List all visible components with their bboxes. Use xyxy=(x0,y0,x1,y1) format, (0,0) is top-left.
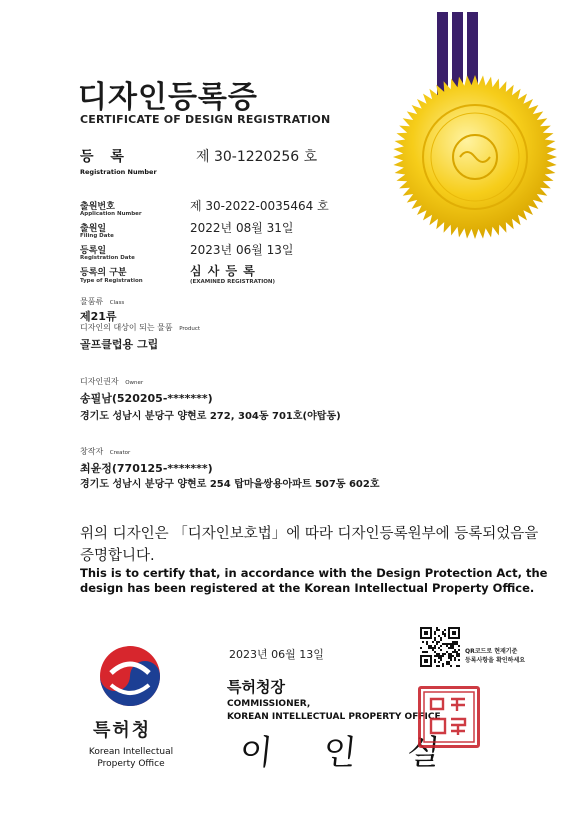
registration-type-value-en: (EXAMINED REGISTRATION) xyxy=(190,279,276,285)
creator-label-ko: 창작자 xyxy=(80,447,104,456)
registration-type-label-en: Type of Registration xyxy=(80,278,143,284)
kipo-name-en xyxy=(86,746,176,770)
owner-label-ko: 디자인권자 xyxy=(80,377,119,386)
filing-date-label: 출원일 xyxy=(80,224,107,234)
registration-label-en: Registration Number xyxy=(80,168,157,176)
qr-note-line2: 등록사항을 확인하세요 xyxy=(465,657,526,664)
issue-date: 2023년 06월 13일 xyxy=(229,648,324,661)
product-label-en: Product xyxy=(179,326,201,332)
registration-date-value: 2023년 06월 13일 xyxy=(190,243,294,257)
certification-statement-en: This is to certify that, in accordance with the Design Protection Act, the design has been registered at the Korean Intellectual Property Office. xyxy=(80,566,548,595)
qr-note xyxy=(465,647,525,665)
certification-statement-ko: 위의 디자인은 「디자인보호법」에 따라 디자인등록원부에 등록되었음을 증명합니다. xyxy=(80,526,539,564)
class-value: 제21류 xyxy=(80,310,117,323)
registration-type-value: 심 사 등 록 xyxy=(190,264,256,278)
kipo-name-en-line1: Korean Intellectual xyxy=(88,747,174,757)
class-label-ko: 물품류 xyxy=(80,297,104,306)
owner-label-en: Owner xyxy=(125,380,144,386)
commissioner-line2: KOREAN INTELLECTUAL PROPERTY OFFICE xyxy=(227,712,441,722)
registration-number: 제 30-1220256 호 xyxy=(196,149,318,165)
application-number-label: 출원번호 xyxy=(80,202,115,212)
product-label xyxy=(80,322,200,333)
class-label-en: Class xyxy=(109,300,125,306)
kipo-logo xyxy=(97,643,163,709)
creator-label-en: Creator xyxy=(109,450,131,456)
creator-label xyxy=(80,446,130,457)
application-number-label-en: Application Number xyxy=(80,211,142,217)
kipo-name-ko: 특허청 xyxy=(93,720,152,741)
registration-date-label: 등록일 xyxy=(80,246,107,256)
gold-seal xyxy=(390,72,560,242)
certificate-title-ko: 디자인등록증 xyxy=(78,80,258,115)
registration-label: 등 록 xyxy=(80,149,130,165)
creator-name: 최윤정(770125-*******) xyxy=(80,462,213,475)
creator-address: 경기도 성남시 분당구 양현로 254 탑마을쌍용아파트 507동 602호 xyxy=(80,479,380,490)
certificate-title-en: CERTIFICATE OF DESIGN REGISTRATION xyxy=(80,113,331,126)
application-number-value: 제 30-2022-0035464 호 xyxy=(190,199,329,213)
commissioner-title-ko: 특허청장 xyxy=(227,678,285,696)
kipo-name-en-line2: Property Office xyxy=(97,759,165,769)
product-label-ko: 디자인의 대상이 되는 물품 xyxy=(80,323,173,332)
commissioner-signature: 이 인 실 xyxy=(237,733,462,773)
owner-address: 경기도 성남시 분당구 양현로 272, 304동 701호(야탑동) xyxy=(80,411,341,422)
owner-name: 송필남(520205-*******) xyxy=(80,392,213,405)
owner-label xyxy=(80,376,143,387)
official-seal-stamp xyxy=(418,686,480,748)
registration-type-label: 등록의 구분 xyxy=(80,268,127,278)
commissioner-title-en xyxy=(227,698,441,724)
product-value: 골프클럽용 그립 xyxy=(80,338,159,351)
commissioner-line1: COMMISSIONER, xyxy=(227,699,311,709)
qr-code[interactable] xyxy=(420,627,460,667)
filing-date-value: 2022년 08월 31일 xyxy=(190,221,294,235)
class-label xyxy=(80,296,124,307)
registration-date-label-en: Registration Date xyxy=(80,255,135,261)
filing-date-label-en: Filing Date xyxy=(80,233,114,239)
qr-note-line1: QR코드로 현재기준 xyxy=(465,648,518,655)
